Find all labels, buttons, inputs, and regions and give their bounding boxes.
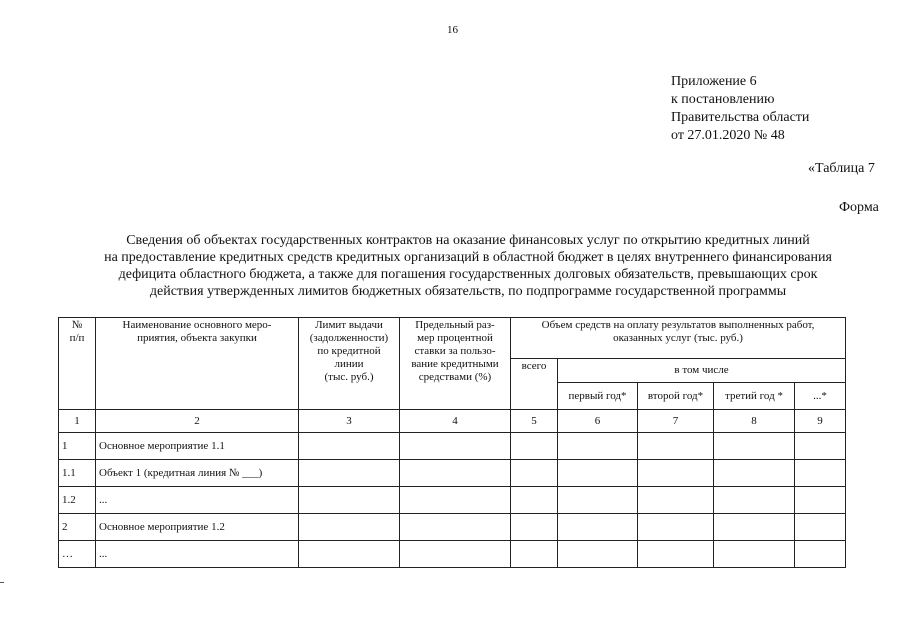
column-number: 8 bbox=[714, 410, 795, 433]
table-row bbox=[59, 433, 846, 460]
row-number: … bbox=[59, 541, 96, 568]
column-number: 2 bbox=[96, 410, 299, 433]
row-cell bbox=[400, 487, 511, 514]
title-line-2: на предоставление кредитных средств кредитных организаций в областной бюджет в целях внутреннего финансирования bbox=[104, 250, 832, 265]
appendix-line-3: Правительства области bbox=[671, 110, 810, 125]
row-cell bbox=[558, 433, 638, 460]
row-name: Основное мероприятие 1.1 bbox=[96, 433, 299, 460]
row-cell bbox=[511, 541, 558, 568]
header-name: Наименование основного меро- приятия, объекта закупки bbox=[96, 318, 299, 410]
row-cell bbox=[558, 460, 638, 487]
header-year-more: ...* bbox=[795, 383, 846, 410]
row-cell bbox=[400, 460, 511, 487]
row-cell bbox=[511, 433, 558, 460]
row-cell bbox=[638, 487, 714, 514]
row-cell bbox=[558, 487, 638, 514]
header-volume: Объем средств на оплату результатов выполненных работ, оказанных услуг (тыс. руб.) bbox=[511, 318, 846, 359]
document-title bbox=[60, 232, 876, 300]
appendix-block bbox=[671, 73, 809, 145]
header-number: № п/п bbox=[59, 318, 96, 410]
row-cell bbox=[795, 487, 846, 514]
row-cell bbox=[511, 460, 558, 487]
table-row bbox=[59, 541, 846, 568]
header-including: в том числе bbox=[558, 359, 846, 383]
row-cell bbox=[400, 433, 511, 460]
table-reference: «Таблица 7 bbox=[808, 161, 875, 176]
row-cell bbox=[299, 460, 400, 487]
row-cell bbox=[511, 514, 558, 541]
header-year-3: третий год * bbox=[714, 383, 795, 410]
header-year-2: второй год* bbox=[638, 383, 714, 410]
row-cell bbox=[638, 460, 714, 487]
row-number: 1 bbox=[59, 433, 96, 460]
row-cell bbox=[714, 514, 795, 541]
column-numbers-row bbox=[59, 410, 846, 433]
row-cell bbox=[714, 460, 795, 487]
row-name: Объект 1 (кредитная линия № ___) bbox=[96, 460, 299, 487]
table-row bbox=[59, 487, 846, 514]
column-number: 9 bbox=[795, 410, 846, 433]
row-cell bbox=[511, 487, 558, 514]
row-cell bbox=[400, 514, 511, 541]
header-year-1: первый год* bbox=[558, 383, 638, 410]
table-row bbox=[59, 460, 846, 487]
page-number: 16 bbox=[447, 24, 458, 36]
row-cell bbox=[714, 541, 795, 568]
header-total: всего bbox=[511, 359, 558, 410]
column-number: 6 bbox=[558, 410, 638, 433]
row-cell bbox=[795, 460, 846, 487]
row-number: 1.1 bbox=[59, 460, 96, 487]
title-line-3: дефицита областного бюджета, а также для погашения государственных долговых обязательств, превышающих срок bbox=[118, 267, 818, 282]
row-cell bbox=[558, 541, 638, 568]
row-cell bbox=[299, 541, 400, 568]
scan-mark bbox=[0, 582, 4, 583]
appendix-line-1: Приложение 6 bbox=[671, 74, 757, 89]
column-number: 4 bbox=[400, 410, 511, 433]
row-cell bbox=[638, 514, 714, 541]
row-cell bbox=[299, 487, 400, 514]
row-name: ... bbox=[96, 541, 299, 568]
row-number: 2 bbox=[59, 514, 96, 541]
table-row bbox=[59, 514, 846, 541]
row-cell bbox=[299, 433, 400, 460]
appendix-line-4: от 27.01.2020 № 48 bbox=[671, 128, 785, 143]
row-number: 1.2 bbox=[59, 487, 96, 514]
row-cell bbox=[795, 514, 846, 541]
column-number: 1 bbox=[59, 410, 96, 433]
title-line-4: действия утвержденных лимитов бюджетных обязательств, по подпрограмме государственной программы bbox=[149, 284, 787, 299]
column-number: 3 bbox=[299, 410, 400, 433]
row-cell bbox=[795, 433, 846, 460]
row-cell bbox=[714, 487, 795, 514]
row-name: Основное мероприятие 1.2 bbox=[96, 514, 299, 541]
row-name: ... bbox=[96, 487, 299, 514]
row-cell bbox=[638, 541, 714, 568]
contracts-table bbox=[58, 317, 846, 568]
row-cell bbox=[638, 433, 714, 460]
title-line-1: Сведения об объектах государственных контрактов на оказание финансовых услуг по открытию кредитных линий bbox=[126, 233, 810, 248]
column-number: 5 bbox=[511, 410, 558, 433]
row-cell bbox=[714, 433, 795, 460]
header-limit: Лимит выдачи (задолженности) по кредитной линии (тыс. руб.) bbox=[299, 318, 400, 410]
form-label: Форма bbox=[839, 200, 879, 215]
header-rate: Предельный раз- мер процентной ставки за пользо- вание кредитными средствами (%) bbox=[400, 318, 511, 410]
row-cell bbox=[400, 541, 511, 568]
row-cell bbox=[795, 541, 846, 568]
row-cell bbox=[299, 514, 400, 541]
appendix-line-2: к постановлению bbox=[671, 92, 775, 107]
column-number: 7 bbox=[638, 410, 714, 433]
row-cell bbox=[558, 514, 638, 541]
